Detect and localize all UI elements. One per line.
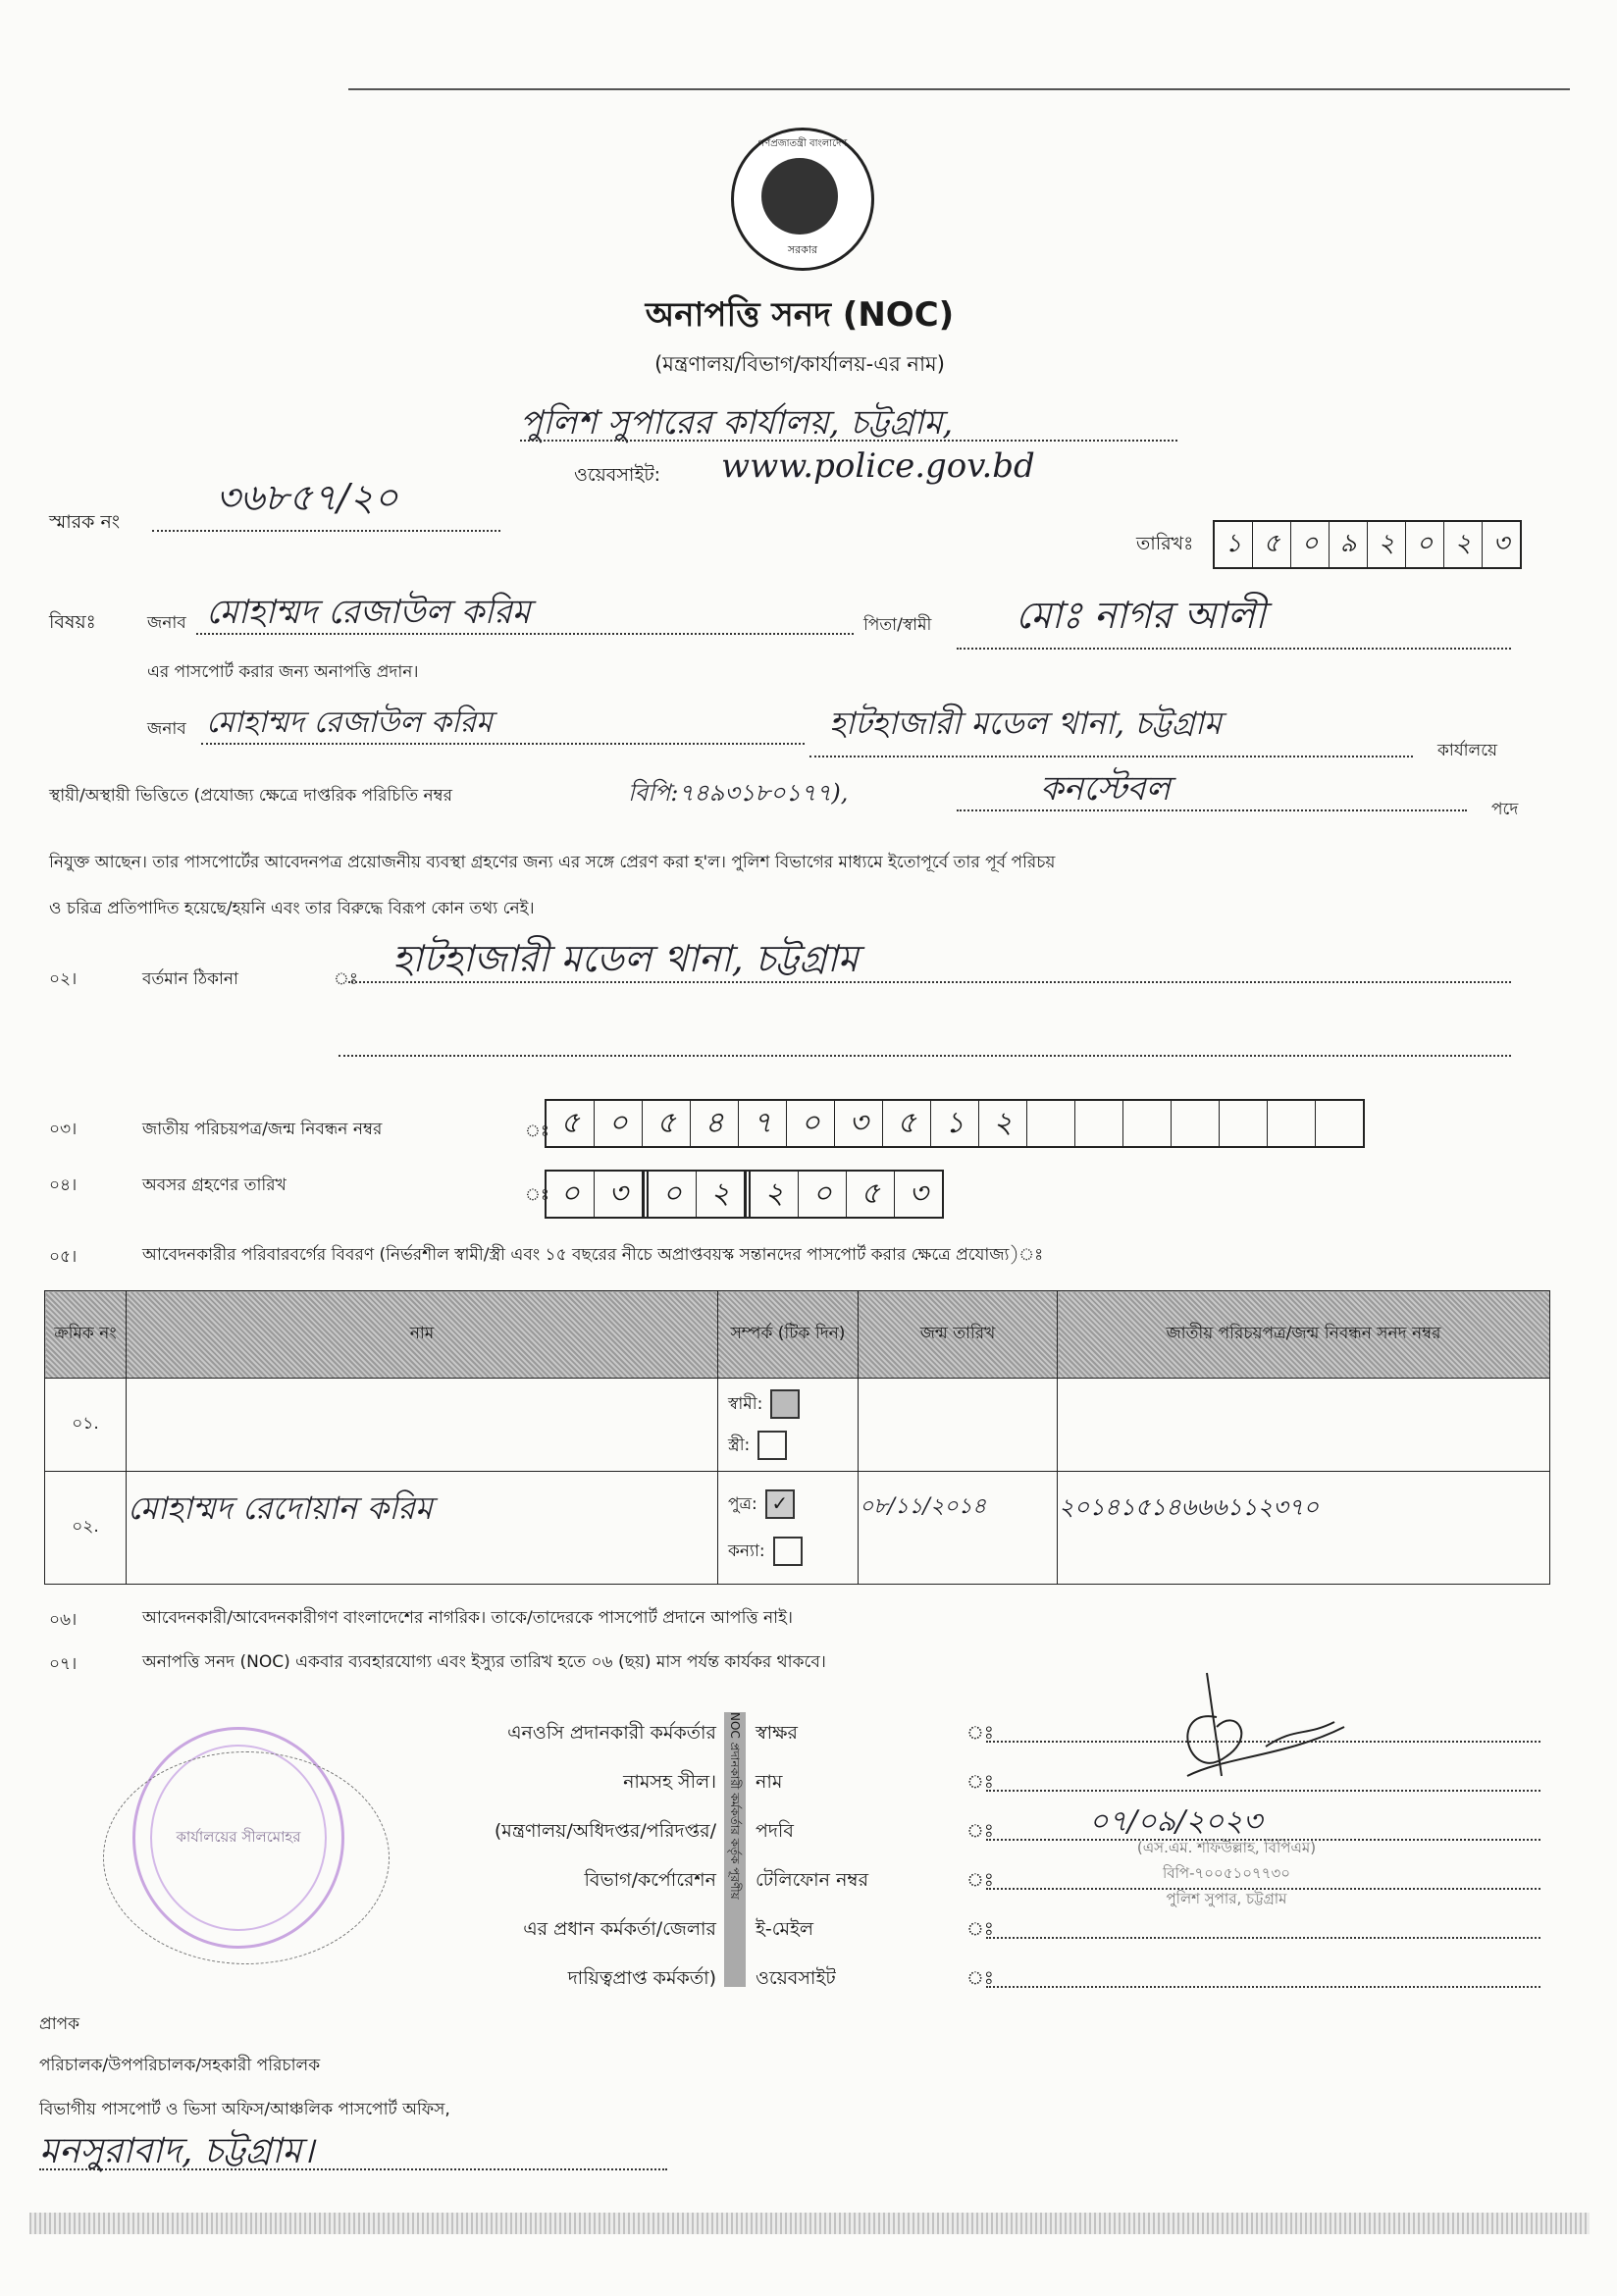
signature	[1148, 1668, 1442, 1805]
official-id: বিপি:৭৪৯৩১৮০১৭৭),	[628, 779, 849, 807]
family-label: আবেদনকারীর পরিবারবর্গের বিবরণ (নির্ভরশীল স্বামী/স্ত্রী এবং ১৫ বছরের নীচে অপ্রাপ্তবয়স্ক সন্তানদের পাসপোর্ট করার ক্ষেত্রে প্রযোজ্য)ঃ	[142, 1245, 1044, 1265]
nid-digit: ১	[931, 1101, 979, 1146]
signature-date: ০৭/০৯/২০২৩	[1089, 1804, 1263, 1839]
seal-line: পুলিশ সুপার, চট্টগ্রাম	[1166, 1890, 1287, 1907]
nid-digit	[1027, 1101, 1075, 1146]
nid-digit	[1075, 1101, 1123, 1146]
header-relation: সম্পর্ক (টিক দিন)	[718, 1291, 859, 1379]
nid-digit	[1268, 1101, 1316, 1146]
website-value: www.police.gov.bd	[721, 446, 1035, 486]
row-relation	[718, 1379, 859, 1472]
recipient-label: প্রাপক	[39, 2014, 80, 2034]
table-row	[45, 1379, 1550, 1472]
row-dob: ০৮/১১/২০১৪	[859, 1472, 1058, 1585]
retire-digit: ২	[745, 1172, 799, 1217]
field-colon: ঃ	[966, 1722, 994, 1744]
nid-digit: ০	[595, 1101, 643, 1146]
field-line	[986, 1937, 1540, 1939]
body-name-line	[201, 743, 805, 745]
retire-colon: ঃ	[525, 1185, 549, 1205]
seal-text-top: গণপ্রজাতন্ত্রী বাংলাদেশ	[757, 138, 848, 149]
note-num: ০৬।	[49, 1610, 78, 1630]
seal-emblem	[761, 158, 838, 235]
nid-num: ০৩।	[49, 1120, 78, 1139]
note-text: অনাপত্তি সনদ (NOC) একবার ব্যবহারযোগ্য এবং ইস্যুর তারিখ হতে ০৬ (ছয়) মাস পর্যন্ত কার্যকর থাকবে।	[142, 1652, 826, 1672]
nid-boxes	[545, 1099, 1365, 1148]
office-suffix: কার্যালয়ে	[1437, 741, 1498, 760]
signatory-line: দায়িত্বপ্রাপ্ত কর্মকর্তা)	[567, 1967, 716, 1989]
field-signature-label: স্বাক্ষর	[756, 1722, 798, 1744]
post-line	[957, 809, 1467, 811]
seal-text-bottom: সরকার	[787, 243, 818, 256]
nid-digit	[1220, 1101, 1268, 1146]
body-office: হাটহাজারী মডেল থানা, চট্টগ্রাম	[829, 704, 1222, 742]
field-colon: ঃ	[966, 1820, 994, 1842]
subject-janab-label: জনাব	[147, 613, 186, 633]
retire-digit: ৫	[847, 1172, 895, 1217]
noc-vertical-strip	[724, 1712, 746, 1987]
nid-digit: ৭	[739, 1101, 787, 1146]
nid-digit: ৪	[691, 1101, 739, 1146]
row-name	[127, 1379, 718, 1472]
nid-digit: ৫	[883, 1101, 931, 1146]
date-digit: ২	[1444, 522, 1483, 567]
row-id: ২০১৪১৫১৪৬৬৬১১২৩৭০	[1058, 1472, 1550, 1585]
row-serial: ০২.	[45, 1472, 127, 1585]
retire-num: ০৪।	[49, 1175, 78, 1195]
top-rule	[348, 88, 1570, 90]
nid-label: জাতীয় পরিচয়পত্র/জন্ম নিবন্ধন নম্বর	[142, 1120, 383, 1139]
retire-label: অবসর গ্রহণের তারিখ	[142, 1175, 287, 1195]
recipient-line1: পরিচালক/উপপরিচালক/সহকারী পরিচালক	[39, 2056, 321, 2075]
field-website-label: ওয়েবসাইট	[756, 1967, 836, 1989]
date-boxes	[1213, 520, 1522, 569]
body-paragraph-2: ও চরিত্র প্রতিপাদিত হয়েছে/হয়নি এবং তার বিরুদ্ধে বিরূপ কোন তথ্য নেই।	[49, 899, 535, 918]
date-digit: ০	[1406, 522, 1444, 567]
seal-line: (এস.এম. শফিউল্লাহ, বিপিএম)	[1136, 1839, 1317, 1856]
post-value: কনস্টেবল	[1040, 769, 1171, 809]
date-digit: ১	[1215, 522, 1253, 567]
header-dob: জন্ম তারিখ	[859, 1291, 1058, 1379]
office-name-line	[520, 440, 1177, 442]
date-digit: ৫	[1253, 522, 1291, 567]
address-value: হাটহাজারী মডেল থানা, চট্টগ্রাম	[392, 937, 859, 980]
relation-label: স্ত্রী:	[728, 1435, 751, 1455]
signatory-line: বিভাগ/কর্পোরেশন	[584, 1869, 716, 1891]
field-line	[986, 1986, 1540, 1988]
signatory-line: এনওসি প্রদানকারী কর্মকর্তার	[507, 1722, 716, 1744]
nid-digit: ০	[787, 1101, 835, 1146]
document-title: অনাপত্তি সনদ (NOC)	[645, 295, 955, 335]
body-name: মোহাম্মদ রেজাউল করিম	[206, 705, 493, 740]
relation-checkbox-son[interactable]: ✓	[765, 1489, 795, 1519]
signatory-left-labels	[373, 1719, 716, 2013]
strip-text: NOC প্রদানকারী কর্মকর্তার কর্তৃক পূরণীয়	[728, 1712, 742, 1900]
father-label: পিতা/স্বামী	[863, 615, 932, 635]
basis-text: স্থায়ী/অস্থায়ী ভিত্তিতে (প্রযোজ্য ক্ষেত্রে দাপ্তরিক পরিচিতি নম্বর	[49, 786, 453, 806]
retire-digit: ২	[697, 1172, 745, 1217]
body-paragraph-1: নিযুক্ত আছেন। তার পাসপোর্টের আবেদনপত্র প্রয়োজনীয় ব্যবস্থা গ্রহণের জন্য এর সঙ্গে প্রেরণ করা হ'ল। পুলিশ বিভাগের মাধ্যমে ইতোপূর্বে তার পূর্ব পরিচয়	[49, 853, 1056, 872]
address-line-2	[339, 1055, 1511, 1057]
field-colon: ঃ	[966, 1869, 994, 1891]
retire-boxes	[545, 1170, 944, 1219]
scan-noise-band	[29, 2213, 1590, 2234]
row-serial: ০১.	[45, 1379, 127, 1472]
memo-number: ৩৬৮৫৭/২০	[216, 476, 398, 519]
table-header-row	[45, 1291, 1550, 1379]
header-serial: ক্রমিক নং	[45, 1291, 127, 1379]
signatory-line: এর প্রধান কর্মকর্তা/জেলার	[523, 1918, 716, 1940]
field-name-label: নাম	[756, 1771, 783, 1793]
family-table	[44, 1290, 1550, 1585]
note-num: ০৭।	[49, 1654, 78, 1674]
relation-checkbox-husband[interactable]	[770, 1389, 800, 1419]
header-name: নাম	[127, 1291, 718, 1379]
table-row	[45, 1472, 1550, 1585]
website-label: ওয়েবসাইট:	[574, 464, 661, 486]
address-num: ০২।	[49, 969, 78, 989]
seal-line: বিপি-৭০০৫১০৭৭৩০	[1162, 1864, 1290, 1882]
recipient-place-line	[39, 2168, 667, 2170]
stamp-text: কার্যালয়ের সীলমোহর	[176, 1828, 301, 1846]
relation-label: পুত্র:	[728, 1494, 757, 1514]
retire-digit: ০	[547, 1172, 595, 1217]
header-id: জাতীয় পরিচয়পত্র/জন্ম নিবন্ধন সনদ নম্বর	[1058, 1291, 1550, 1379]
date-digit: ৩	[1492, 529, 1510, 558]
nid-digit: ৫	[547, 1101, 595, 1146]
date-label: তারিখঃ	[1136, 533, 1194, 554]
nid-digit: ৩	[835, 1101, 883, 1146]
field-email-label: ই-মেইল	[756, 1918, 814, 1940]
relation-checkbox-wife[interactable]	[757, 1431, 787, 1460]
body-janab-label: জনাব	[147, 719, 186, 739]
field-telephone-label: টেলিফোন নম্বর	[756, 1869, 869, 1891]
note-text: আবেদনকারী/আবেদনকারীগণ বাংলাদেশের নাগরিক। তাকে/তাদেরকে পাসপোর্ট প্রদানে আপত্তি নাই।	[142, 1608, 794, 1628]
retire-digit: ০	[799, 1172, 847, 1217]
row-dob	[859, 1379, 1058, 1472]
relation-label: স্বামী:	[728, 1394, 763, 1414]
row-relation	[718, 1472, 859, 1585]
relation-checkbox-daughter[interactable]	[773, 1537, 803, 1566]
address-label: বর্তমান ঠিকানা	[142, 969, 238, 989]
retire-digit: ৩	[595, 1172, 643, 1217]
office-name: পুলিশ সুপারের কার্যালয়, চট্টগ্রাম,	[520, 403, 954, 443]
nid-digit: ৫	[643, 1101, 691, 1146]
family-num: ০৫।	[49, 1247, 78, 1267]
date-digit: ৯	[1330, 522, 1368, 567]
document-subtitle: (মন্ত্রণালয়/বিভাগ/কার্যালয়-এর নাম)	[654, 352, 945, 376]
date-digit: ২	[1368, 522, 1406, 567]
retire-digit: ৩	[909, 1175, 928, 1211]
memo-label: স্মারক নং	[49, 511, 121, 533]
signatory-seal-text	[1079, 1835, 1374, 1911]
field-colon: ঃ	[966, 1967, 994, 1989]
nid-digit	[1123, 1101, 1172, 1146]
recipient-line2: বিভাগীয় পাসপোর্ট ও ভিসা অফিস/আঞ্চলিক পাসপোর্ট অফিস,	[39, 2100, 450, 2119]
nid-digit	[1316, 1101, 1363, 1146]
field-colon: ঃ	[966, 1918, 994, 1940]
relation-label: কন্যা:	[728, 1541, 765, 1561]
father-name: মোঃ নাগর আলী	[1016, 594, 1266, 637]
date-digit: ০	[1291, 522, 1330, 567]
field-designation-label: পদবি	[756, 1820, 794, 1842]
recipient-place: মনসুরাবাদ, চট্টগ্রাম।	[39, 2131, 315, 2171]
stamp-outer-dashed	[103, 1751, 390, 1964]
row-name: মোহাম্মদ রেদোয়ান করিম	[127, 1472, 718, 1585]
government-seal	[731, 128, 874, 271]
retire-digit: ০	[643, 1172, 697, 1217]
nid-digit	[1172, 1101, 1220, 1146]
nid-digit: ২	[979, 1101, 1027, 1146]
field-colon: ঃ	[966, 1771, 994, 1793]
address-line-1	[348, 981, 1511, 983]
signatory-line: (মন্ত্রণালয়/অধিদপ্তর/পরিদপ্তর/	[494, 1820, 716, 1842]
nid-colon: ঃ	[525, 1122, 549, 1141]
address-colon: ঃ	[334, 969, 358, 989]
body-office-line	[809, 756, 1413, 757]
signatory-line: নামসহ সীল।	[623, 1771, 716, 1793]
row-id	[1058, 1379, 1550, 1472]
subject-name: মোহাম্মদ রেজাউল করিম	[206, 593, 531, 632]
post-suffix: পদে	[1491, 800, 1519, 819]
subject-label: বিষয়ঃ	[49, 611, 96, 633]
subject-line2: এর পাসপোর্ট করার জন্য অনাপত্তি প্রদান।	[147, 662, 419, 682]
